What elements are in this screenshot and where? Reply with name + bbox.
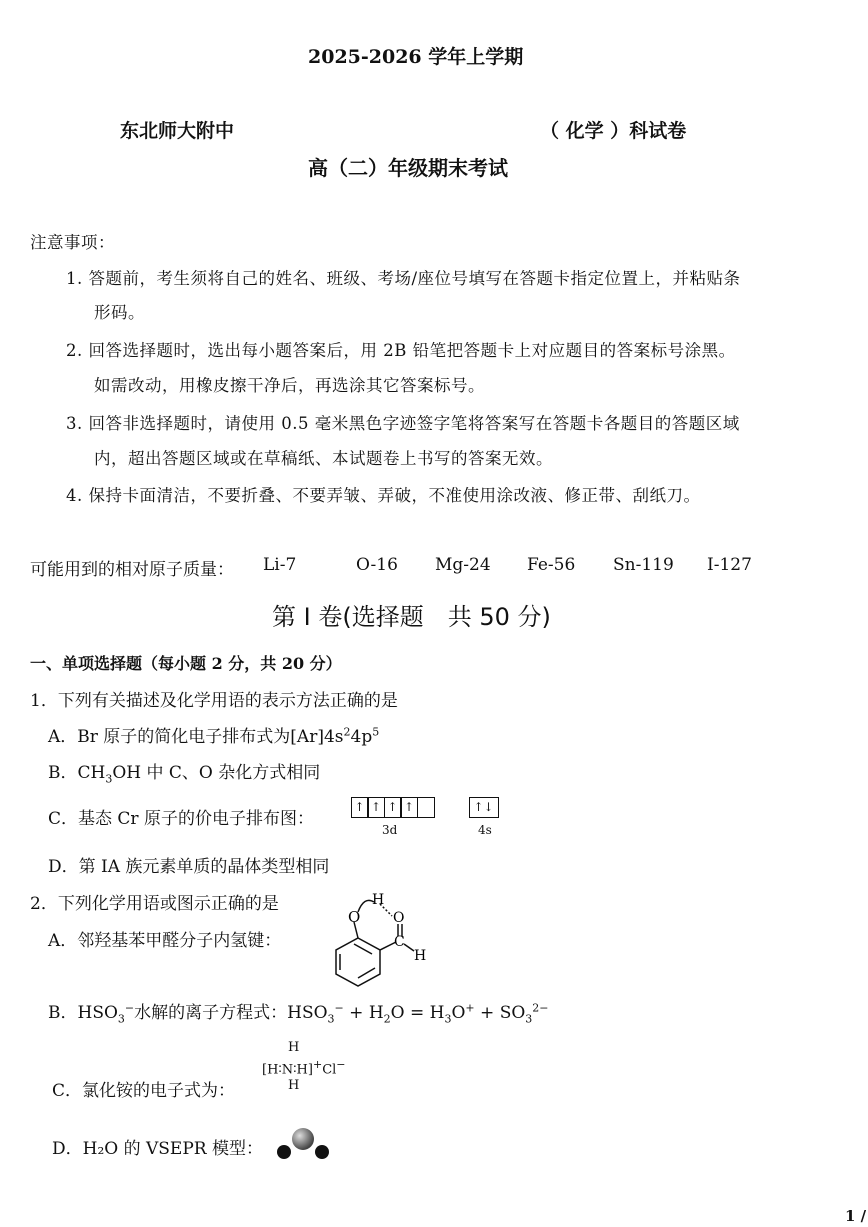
atom-h: H <box>372 892 385 908</box>
school-name: 东北师大附中 <box>120 120 235 142</box>
option-text: B．HSO <box>48 1003 118 1023</box>
page-number: 1 / <box>845 1207 867 1225</box>
atomic-mass-value: Li-7 <box>263 555 297 575</box>
q2-option-d: D．H₂O 的 VSEPR 模型： <box>52 1139 263 1159</box>
atomic-mass-value: Sn-119 <box>613 555 674 575</box>
orbital-box <box>417 797 435 818</box>
subscript: 2 <box>383 1012 391 1026</box>
notice-item-4 <box>66 482 701 506</box>
q1-option-d: D．第 IA 族元素单质的晶体类型相同 <box>48 857 330 877</box>
q1-option-b <box>48 758 320 785</box>
superscript: 2 <box>343 725 351 739</box>
superscript: + <box>465 1001 475 1015</box>
electron-formula-bottom: H <box>288 1078 300 1093</box>
orbital-box: ↑ <box>367 797 385 818</box>
section-title: 一、单项选择题（每小题 2 分，共 20 分） <box>30 654 342 673</box>
question-1-stem: 1．下列有关描述及化学用语的表示方法正确的是 <box>30 691 398 711</box>
notice-item-3 <box>66 410 740 434</box>
orbital-box: ↑ <box>400 797 418 818</box>
superscript: − <box>336 1058 346 1071</box>
subscript: 3 <box>525 1012 533 1026</box>
option-text: + SO <box>474 1003 526 1023</box>
orbital-4s-box <box>470 797 499 818</box>
notice-line: 如需改动，用橡皮擦干净后，再选涂其它答案标号。 <box>94 376 485 395</box>
superscript: + <box>312 1058 323 1071</box>
atomic-mass-value: Fe-56 <box>527 555 576 575</box>
formula-text: [H∶N∶H] <box>262 1062 313 1078</box>
q2-option-c: C．氯化铵的电子式为： <box>52 1081 236 1101</box>
notice-item-2 <box>66 337 736 361</box>
atomic-mass-value: Mg-24 <box>435 555 491 575</box>
subscript: 3 <box>117 1012 125 1026</box>
vsepr-model-image <box>272 1124 334 1164</box>
notice-line: 内，超出答题区域或在草稿纸、本试题卷上书写的答案无效。 <box>94 449 553 468</box>
subscript: 3 <box>327 1012 335 1026</box>
notice-num: 4. <box>66 486 83 505</box>
superscript: − <box>124 1001 135 1015</box>
q2-option-b <box>48 998 549 1025</box>
orbital-3d-boxes <box>352 797 435 818</box>
atomic-mass-value: I-127 <box>707 555 752 575</box>
question-2-stem: 2．下列化学用语或图示正确的是 <box>30 894 279 914</box>
atomic-mass-label: 可能用到的相对原子质量： <box>30 560 234 580</box>
notice-num: 3. <box>66 414 83 433</box>
ammonium-chloride-formula <box>262 1058 346 1077</box>
atomic-mass-value: O-16 <box>356 555 398 575</box>
notice-item-1 <box>66 265 741 289</box>
notice-line: 回答选择题时，选出每小题答案后，用 2B 铅笔把答题卡上对应题目的答案标号涂黑。 <box>88 341 736 360</box>
q2-option-a: A．邻羟基苯甲醛分子内氢键： <box>48 931 282 951</box>
exam-name: 高（二）年级期末考试 <box>308 156 508 180</box>
orbital-box: ↑ <box>384 797 402 818</box>
orbital-label-3d: 3d <box>382 823 398 837</box>
atom-o: O <box>393 910 405 926</box>
subscript: 3 <box>444 1012 452 1026</box>
subscript: 3 <box>105 772 113 786</box>
option-text: OH 中 C、O 杂化方式相同 <box>112 763 321 783</box>
notice-line: 回答非选择题时，请使用 0.5 毫米黑色字迹签字笔将答案写在答题卡各题目的答题区域 <box>88 414 740 433</box>
electron-formula-top: H <box>288 1040 300 1055</box>
orbital-box: ↑ <box>351 797 369 818</box>
notice-line: 保持卡面清洁，不要折叠、不要弄皱、弄破，不准使用涂改液、修正带、刮纸刀。 <box>88 486 701 505</box>
option-text: + H <box>343 1003 384 1023</box>
option-text: 水解的离子方程式：HSO <box>134 1003 328 1023</box>
formula-text: Cl <box>322 1062 337 1078</box>
option-text: O = H <box>390 1003 445 1023</box>
subject-title: （ 化学 ）科试卷 <box>540 120 687 142</box>
option-text: B．CH <box>48 763 106 783</box>
atom-h: H <box>414 948 427 964</box>
notice-num: 2. <box>66 341 83 360</box>
superscript: 2− <box>532 1001 549 1015</box>
salicylaldehyde-structure <box>318 888 438 998</box>
notice-line: 形码。 <box>94 303 145 322</box>
superscript: − <box>334 1001 344 1015</box>
notice-line: 答题前，考生须将自己的姓名、班级、考场/座位号填写在答题卡指定位置上，并粘贴条 <box>88 269 741 288</box>
orbital-box: ↑↓ <box>469 797 499 818</box>
option-text: 4p <box>350 727 373 747</box>
orbital-label-4s: 4s <box>478 823 492 837</box>
notice-title: 注意事项： <box>30 233 115 252</box>
q1-option-c: C．基态 Cr 原子的价电子排布图： <box>48 809 314 829</box>
exam-term: 2025-2026 学年上学期 <box>308 46 524 68</box>
atom-c: C <box>394 934 405 950</box>
option-text: A．Br 原子的简化电子排布式为[Ar]4s <box>48 727 344 747</box>
atom-o: O <box>348 908 361 926</box>
part-title: 第 I 卷(选择题 共 50 分) <box>272 603 551 631</box>
superscript: 5 <box>372 725 380 739</box>
notice-num: 1. <box>66 269 83 288</box>
q1-option-a <box>48 722 379 747</box>
option-text: O <box>451 1003 466 1023</box>
